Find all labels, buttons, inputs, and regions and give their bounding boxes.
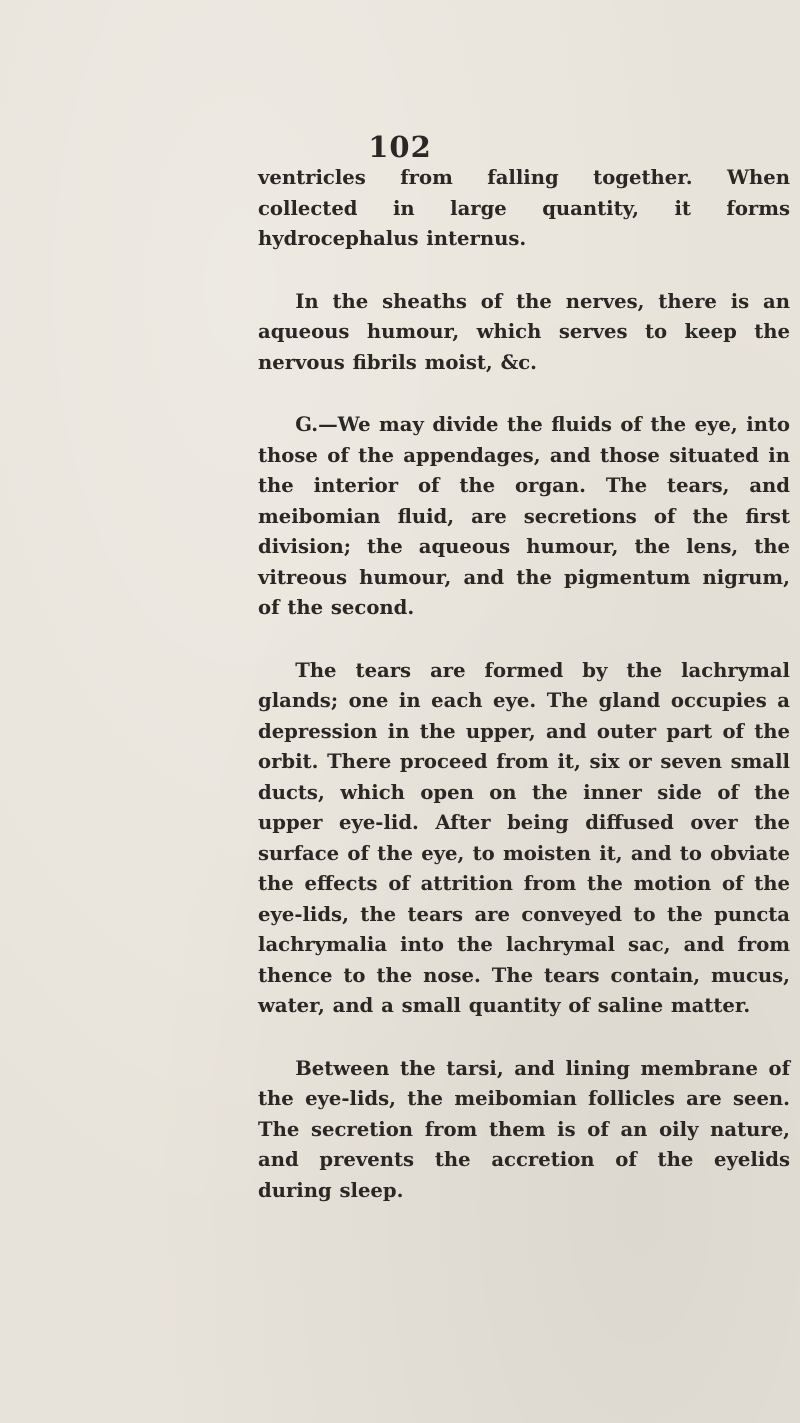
paragraph-tears: The tears are formed by the lachrymal glands; one in each eye. The gland occupies a depression in the upper, and outer part of the orbit. There proceed from it, six or seven small ducts, which open on the inner side of the upper eye-lid. After being diffused over the surface of the eye, to moisten it, and to obviate the effects of attrition from the motion of the eye-lids, the tears are conveyed to the puncta lachrymalia into the lachrymal sac, and from thence to the nose. The tears contain, mucus, water, and a small quantity of saline matter.	[258, 658, 790, 1017]
paragraph-eye-fluids: G.—We may divide the fluids of the eye, into those of the appendages, and those situated in the interior of the organ. The tears, and meibomian fluid, are secretions of the first division; the aqueous humour, the lens, the vitreous humour, and the pigmentum nigrum, of the second.	[258, 413, 790, 619]
paragraph-meibomian: Between the tarsi, and lining membrane of the eye-lids, the meibomian follicles are seen. The secretion from them is of an oily nature, and prevents the accretion of the eyelids during sleep.	[258, 1056, 790, 1202]
page-number: 102	[368, 130, 432, 164]
page-body	[258, 163, 790, 1238]
paragraph-nerve-sheaths: In the sheaths of the nerves, there is an aqueous humour, which serves to keep the nervous fibrils moist, &c.	[258, 289, 790, 374]
paragraph-ventricles: ventricles from falling together. When collected in large quantity, it forms hydrocephalus internus.	[258, 166, 790, 250]
